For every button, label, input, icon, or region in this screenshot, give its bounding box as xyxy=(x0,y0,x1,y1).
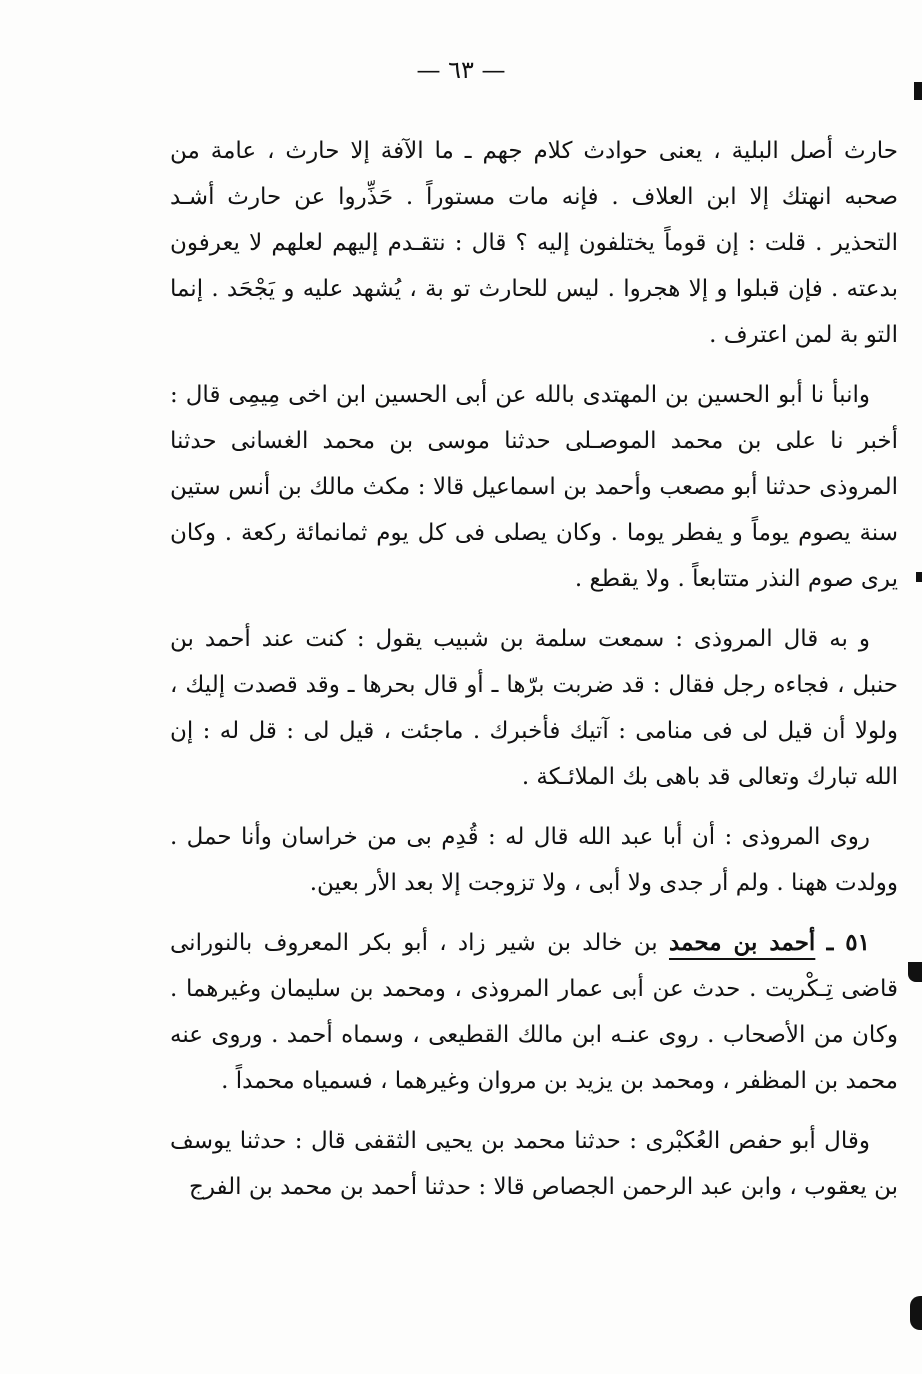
page-number: — ٦٣ — xyxy=(416,56,506,84)
paragraph-4: روى المروذى : أن أبا عبد الله قال له : قُدِم بى من خراسان وأنا حمل . وولدت ههنا . ولم أر جدى ولا أبى ، ولا تزوجت إلا بعد الأر بعين. xyxy=(170,824,898,896)
biography-entry xyxy=(170,920,898,1104)
paragraph-final: وقال أبو حفص العُكبْرى : حدثنا محمد بن يحيى الثقفى قال : حدثنا يوسف بن يعقوب ، وابن عبد الرحمن الجصاص قالا : حدثنا أحمد بن محمد بن الفرج xyxy=(170,1128,898,1200)
paragraph-3: و به قال المروذى : سمعت سلمة بن شبيب يقول : كنت عند أحمد بن حنبل ، فجاءه رجل فقال : قد ضربت برّها ـ أو قال بحرها ـ وقد قصدت إليك ، ولولا أن قيل لى فى منامى : آتيك فأخبرك . ماجئت ، قيل لى : قل له : إن الله تبارك وتعالى قد باهى بك الملائـكة . xyxy=(170,626,898,790)
edge-ink-mark xyxy=(916,572,922,582)
paragraph-1: حارث أصل البلية ، يعنى حوادث كلام جهم ـ ما الآفة إلا حارث ، عامة من صحبه انهتك إلا ابن العلاف . فإنه مات مستوراً . حَذِّروا عن حارث أشـد التحذير . قلت : إن قوماً يختلفون إليه ؟ قال : نتقـدم إليهم لعلهم لا يعرفون بدعته . فإن قبلوا و إلا هجروا . ليس للحارث تو بة ، يُشهد عليه و يَجْحَد . إنما التو بة لمن اعترف . xyxy=(170,138,898,348)
entry-number: ٥١ ـ xyxy=(826,929,871,956)
edge-ink-mark xyxy=(910,1296,922,1330)
paragraph-2: وانبأ نا أبو الحسين بن المهتدى بالله عن أبى الحسين ابن اخى مِيمِى قال : أخبر نا على بن محمد الموصـلى حدثنا موسى بن محمد الغسانى حدثنا المروذى حدثنا أبو مصعب وأحمد بن اسماعيل قالا : مكث مالك بن أنس ستين سنة يصوم يوماً و يفطر يوما . وكان يصلى فى كل يوم ثمانمائة ركعة . وكان يرى صوم النذر متتابعاً . ولا يقطع . xyxy=(170,382,898,592)
edge-ink-mark xyxy=(914,82,922,100)
edge-ink-mark xyxy=(908,962,922,982)
entry-text: بن خالد بن شير زاد ، أبو بكر المعروف بالنورانى قاضى تِـكْريت . حدث عن أبى عمار المروذى ، ومحمد بن سليمان وغيرهما . وكان من الأصحاب . روى عنـه ابن مالك القطيعى ، وسماه أحمد . وروى عنه محمد بن المظفر ، ومحمد بن يزيد بن مروان وغيرهما ، فسمياه محمداً . xyxy=(170,930,898,1094)
page-body xyxy=(170,128,898,1224)
entry-name: أحمد بن محمد xyxy=(668,929,816,956)
